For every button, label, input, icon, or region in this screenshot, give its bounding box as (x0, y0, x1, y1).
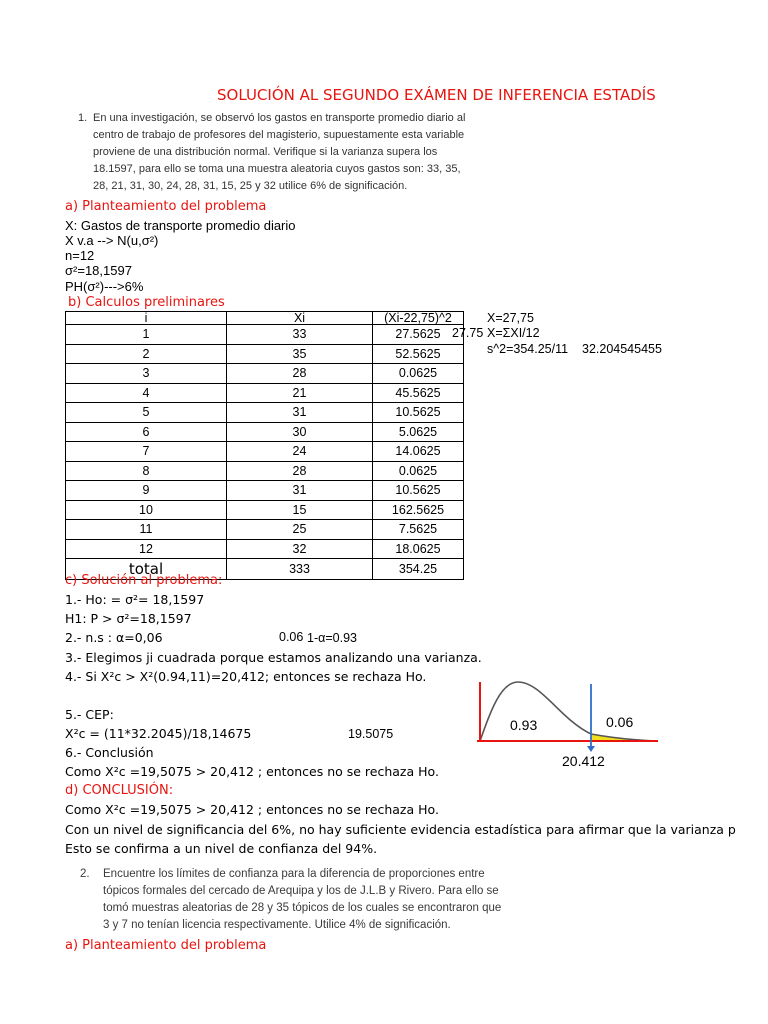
section-a2-heading: a) Planteamiento del problema (65, 938, 267, 953)
cell: 2 (66, 344, 227, 364)
hypothesis-test-line: PH(σ²)--->6% (65, 279, 144, 294)
step-6-conclusion: Como X²c =19,5075 > 20,412 ; entonces no se rechaza Ho. (65, 764, 439, 779)
problem-1-line: centro de trabajo de profesores del magisterio, supuestamente esta variable (93, 129, 465, 141)
total-xi: 333 (227, 559, 373, 580)
chart-label-critical: 20.412 (562, 753, 605, 769)
page-title: SOLUCIÓN AL SEGUNDO EXÁMEN DE INFERENCIA ESTADÍS (217, 86, 656, 104)
cell: 7 (66, 442, 227, 462)
cell: 5.0625 (373, 422, 464, 442)
section-b-heading: b) Calculos preliminares (68, 295, 225, 310)
problem-2-line: Encuentre los límites de confianza para la diferencia de proporciones entre (103, 868, 485, 880)
problem-2-statement (103, 866, 548, 934)
step-6: 6.- Conclusión (65, 745, 154, 760)
problem-1-line: 28, 21, 31, 30, 24, 28, 31, 15, 25 y 32 utilice 6% de significación. (93, 180, 408, 192)
cell: 10.5625 (373, 403, 464, 423)
cell: 33 (227, 325, 373, 345)
cep-formula: X²c = (11*32.2045)/18,14675 (65, 726, 252, 741)
sample-size: n=12 (65, 248, 95, 263)
cell: 7.5625 (373, 520, 464, 540)
conclusion-line-2: Con un nivel de significancia del 6%, no hay suficiente evidencia estadística para afirmar que la varianza p (65, 822, 736, 837)
table-row (66, 539, 464, 559)
cell: 4 (66, 383, 227, 403)
problem-1-statement (93, 110, 466, 195)
total-squared-dev: 354.25 (373, 559, 464, 580)
total-label: total (66, 559, 227, 580)
mean-label: X=27,75 (487, 311, 534, 325)
distribution-line: X v.a --> N(u,σ²) (65, 233, 159, 248)
table-row (66, 461, 464, 481)
problem-2-line: tópicos formales del cercado de Arequipa y los de J.L.B y Rivero. Para ello se (103, 885, 499, 897)
cell: 35 (227, 344, 373, 364)
cell: 15 (227, 500, 373, 520)
cell: 0.0625 (373, 461, 464, 481)
cell: 5 (66, 403, 227, 423)
conclusion-line-3: Esto se confirma a un nivel de confianza del 94%. (65, 841, 378, 856)
calculation-table (65, 311, 464, 580)
cell: 28 (227, 364, 373, 384)
section-c-heading: c) Solución al problema: (65, 573, 223, 588)
table-row (66, 364, 464, 384)
cell: 31 (227, 481, 373, 501)
cell: 12 (66, 539, 227, 559)
problem-1-line: En una investigación, se observó los gastos en transporte promedio diario al (93, 112, 466, 124)
table-row (66, 442, 464, 462)
conclusion-line-1: Como X²c =19,5075 > 20,412 ; entonces no se rechaza Ho. (65, 802, 439, 817)
cell: 1 (66, 325, 227, 345)
header-squared-dev: (Xi-22,75)^2 (373, 312, 464, 325)
cell: 21 (227, 383, 373, 403)
problem-1-line: 18.1597, para ello se toma una muestra aleatoria cuyos gastos son: 33, 35, (93, 163, 461, 175)
cell: 45.5625 (373, 383, 464, 403)
table-row (66, 403, 464, 423)
cell: 0.0625 (373, 364, 464, 384)
step-5: 5.- CEP: (65, 707, 114, 722)
header-xi: Xi (227, 312, 373, 325)
chart-label-acceptance: 0.93 (510, 717, 538, 733)
table-row (66, 383, 464, 403)
cell: 3 (66, 364, 227, 384)
cell: 14.0625 (373, 442, 464, 462)
variance-result: 32.204545455 (582, 342, 662, 356)
cell: 18.0625 (373, 539, 464, 559)
problem-2-line: 3 y 7 no tenían licencia respectivamente. Utilice 4% de significación. (103, 919, 451, 931)
table-row (66, 422, 464, 442)
problem-1-number: 1. (78, 112, 88, 124)
null-hypothesis: 1.- Ho: = σ²= 18,1597 (65, 592, 205, 607)
cell: 162.5625 (373, 500, 464, 520)
cell: 30 (227, 422, 373, 442)
problem-1-line: proviene de una distribución normal. Verifique si la varianza supera los (93, 146, 438, 158)
mean-value: 27.75 (452, 326, 484, 340)
cell: 10 (66, 500, 227, 520)
cell: 31 (227, 403, 373, 423)
header-i: i (66, 312, 227, 325)
cell: 32 (227, 539, 373, 559)
problem-2-line: tomó muestras aleatorias de 28 y 35 tópicos de los cuales se encontraron que (103, 902, 502, 914)
cell: 10.5625 (373, 481, 464, 501)
step-4: 4.- Si X²c > X²(0.94,11)=20,412; entonces se rechaza Ho. (65, 669, 427, 684)
cell: 24 (227, 442, 373, 462)
cell: 9 (66, 481, 227, 501)
cell: 8 (66, 461, 227, 481)
chart-label-rejection: 0.06 (606, 714, 634, 730)
cell: 25 (227, 520, 373, 540)
table-row (66, 481, 464, 501)
cell: 27.5625 (373, 325, 464, 345)
table-row (66, 344, 464, 364)
cell: 11 (66, 520, 227, 540)
significance-value: 0.06 (279, 630, 304, 644)
alt-hypothesis: H1: P > σ²=18,1597 (65, 611, 192, 626)
problem-2-number: 2. (80, 868, 90, 880)
section-d-heading: d) CONCLUSIÓN: (65, 783, 174, 798)
cell: 6 (66, 422, 227, 442)
cep-value: 19.5075 (348, 727, 394, 741)
mean-formula: X=ΣXI/12 (487, 326, 540, 340)
table-row (66, 500, 464, 520)
confidence-level: 1-α=0.93 (307, 631, 357, 645)
table-row (66, 325, 464, 345)
variance-formula: s^2=354.25/11 (487, 342, 569, 356)
cell: 52.5625 (373, 344, 464, 364)
table-row (66, 520, 464, 540)
table-header-row (66, 312, 464, 325)
significance-level: 2.- n.s : α=0,06 (65, 630, 163, 645)
step-3: 3.- Elegimos ji cuadrada porque estamos analizando una varianza. (65, 650, 482, 665)
variable-definition: X: Gastos de transporte promedio diario (65, 218, 296, 233)
cell: 28 (227, 461, 373, 481)
variance-value: σ²=18,1597 (65, 263, 132, 278)
section-a-heading: a) Planteamiento del problema (65, 199, 267, 214)
